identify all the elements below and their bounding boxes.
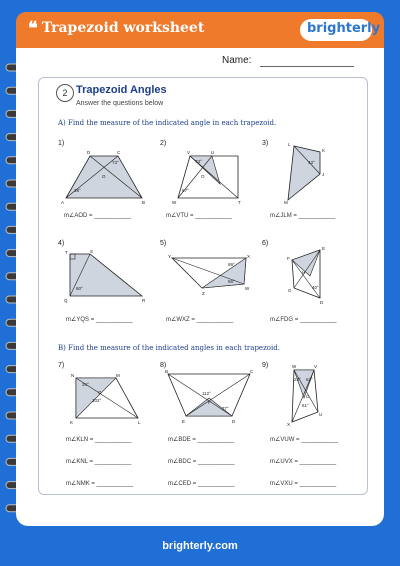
trapezoid-figure-3 (280, 140, 330, 206)
problem-number: 1) (58, 140, 65, 147)
vertex-label: M (284, 200, 288, 205)
answer-line[interactable]: m∠YQS = ___________ (66, 317, 133, 323)
vertex-label: N (71, 373, 75, 378)
quote-icon: ❝ (28, 18, 38, 39)
problem-number: 6) (262, 240, 269, 247)
vertex-label: A (61, 200, 65, 205)
problem-number: 7) (58, 362, 65, 369)
trapezoid-figure-6 (280, 244, 330, 304)
section-b-heading: B) Find the measure of the indicated angles in each trapezoid. (58, 344, 280, 352)
answer-line[interactable]: m∠CED = ___________ (168, 481, 235, 487)
answer-line[interactable]: m∠BDC = ___________ (168, 459, 235, 465)
answer-line[interactable]: m∠KNL = ___________ (66, 459, 132, 465)
angle-label: 38° (74, 188, 81, 193)
angle-label: 61° (302, 403, 309, 408)
vertex-label: V (187, 150, 191, 155)
answer-line[interactable]: m∠VXU = ___________ (270, 481, 337, 487)
vertex-label: D (320, 300, 324, 305)
vertex-label: U (211, 150, 215, 155)
vertex-label: F (287, 256, 290, 261)
angle-label: 102° (92, 398, 102, 403)
vertex-label: Q (64, 298, 68, 303)
vertex-label: C (117, 150, 121, 155)
answer-line[interactable]: m∠AOD = ___________ (64, 213, 131, 219)
vertex-label: G (288, 288, 292, 293)
problem-number: 3) (262, 140, 269, 147)
name-label: Name: (222, 55, 252, 66)
problem-number: 4) (58, 240, 65, 247)
trapezoid-figure-9 (284, 362, 328, 428)
vertex-label: K (70, 420, 74, 425)
vertex-label: K (322, 148, 326, 153)
angle-label: 43° (308, 160, 315, 165)
problem-number: 2) (160, 140, 167, 147)
vertex-label: B (142, 200, 146, 205)
angle-label: 56° (228, 279, 235, 284)
angle-label: 73° (112, 160, 119, 165)
angle-label: 67° (182, 188, 189, 193)
vertex-label: X (247, 254, 251, 259)
vertex-label: M (116, 373, 120, 378)
vertex-label: O (306, 394, 310, 399)
answer-line[interactable]: m∠VTU = ___________ (166, 213, 232, 219)
trapezoid-figure-2 (168, 148, 248, 208)
vertex-label: O (201, 174, 205, 179)
vertex-label: X (287, 422, 291, 427)
name-field[interactable] (260, 66, 354, 67)
angle-label: 77° (222, 406, 229, 411)
vertex-label: O (98, 390, 102, 395)
vertex-label: Z (202, 291, 205, 296)
vertex-label: W (245, 286, 250, 291)
vertex-label: D (87, 150, 91, 155)
vertex-label: J (322, 172, 325, 177)
vertex-label: S (90, 249, 94, 254)
problem-number: 9) (262, 362, 269, 369)
answer-line[interactable]: m∠WXZ = ___________ (166, 317, 234, 323)
answer-line[interactable]: m∠JLM = ___________ (270, 213, 336, 219)
angle-label: 60° (76, 286, 83, 291)
problem-number: 5) (160, 240, 167, 247)
trapezoid-figure-1 (60, 148, 150, 208)
vertex-label: D (232, 419, 236, 424)
task-number: 2 (56, 84, 74, 102)
angle-label: 34° (82, 382, 89, 387)
trapezoid-figure-7 (68, 372, 148, 428)
angle-label: 40° (312, 285, 319, 290)
trapezoid-figure-4 (62, 248, 152, 304)
task-title: Trapezoid Angles (76, 84, 167, 96)
trapezoid-figure-5 (164, 254, 254, 298)
angle-label: 23° (294, 377, 301, 382)
footer-url: brighterly.com (162, 540, 238, 552)
vertex-label: B (165, 369, 169, 374)
vertex-label: R (142, 298, 146, 303)
angle-label: 69° (228, 262, 235, 267)
section-a-heading: A) Find the measure of the indicated angle in each trapezoid. (58, 119, 277, 127)
angle-label: 112° (202, 391, 211, 396)
answer-line[interactable]: m∠NMK = ___________ (66, 481, 134, 487)
vertex-label: L (138, 420, 141, 425)
vertex-label: C (250, 369, 254, 374)
trapezoid-figure-8 (164, 370, 254, 426)
vertex-label: L (288, 142, 291, 147)
angle-label: 62° (306, 377, 313, 382)
answer-line[interactable]: m∠VUW = ___________ (270, 437, 338, 443)
answer-line[interactable]: m∠FDG = ___________ (270, 317, 337, 323)
vertex-label: E (182, 419, 186, 424)
vertex-label: F (208, 400, 211, 405)
vertex-label: O (102, 174, 106, 179)
problem-number: 8) (160, 362, 167, 369)
worksheet-title: ❝ Trapezoid worksheet (28, 18, 205, 39)
answer-line[interactable]: m∠UVX = ___________ (270, 459, 337, 465)
brand-logo: brighterly (307, 21, 381, 36)
vertex-label: T (65, 250, 68, 255)
task-subtitle: Answer the questions below (76, 100, 164, 107)
vertex-label: W (172, 200, 177, 205)
vertex-label: V (314, 364, 318, 369)
answer-line[interactable]: m∠KLN = ___________ (66, 437, 132, 443)
vertex-label: E (322, 246, 326, 251)
vertex-label: U (319, 412, 323, 417)
vertex-label: H (302, 270, 306, 275)
vertex-label: W (292, 364, 297, 369)
answer-line[interactable]: m∠BDE = ___________ (168, 437, 235, 443)
vertex-label: T (238, 200, 241, 205)
angle-label: 73° (195, 159, 202, 164)
vertex-label: Y (168, 254, 172, 259)
